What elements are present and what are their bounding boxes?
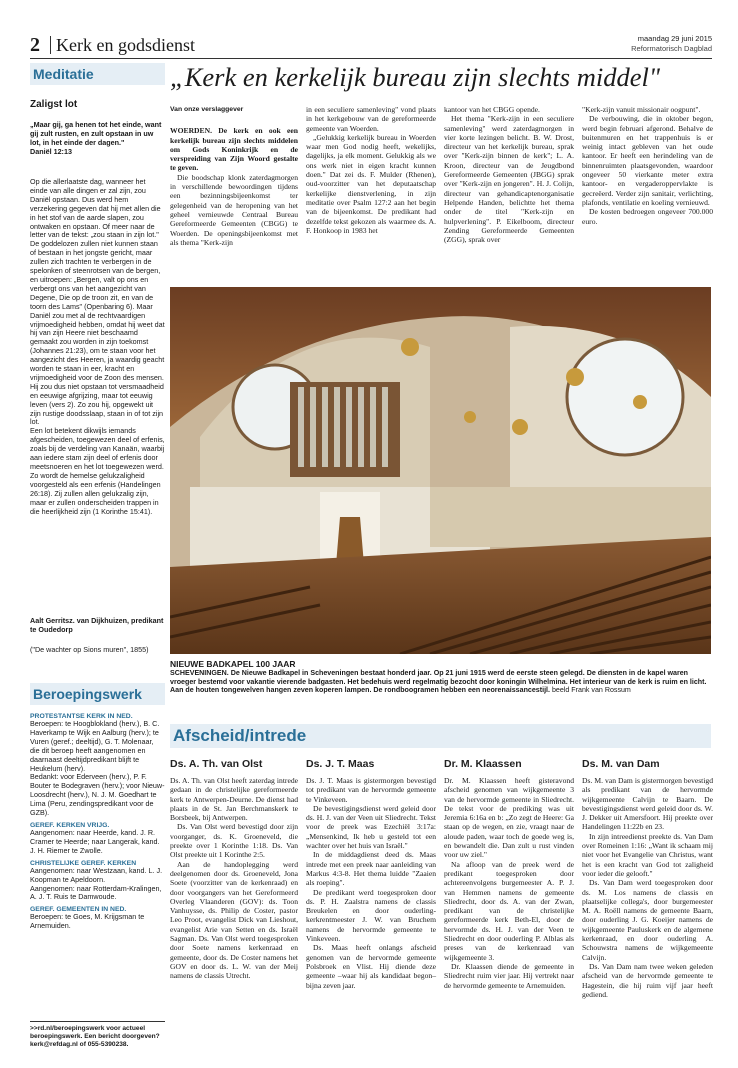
meditation-author: Aalt Gerritsz. van Dijkhuizen, predikant te Oudedorp <box>30 616 164 634</box>
afscheid-paragraph: Ds. Van Dam werd toegesproken door ds. M. Los namens de classis en plaatselijke collega's, door burgemeester M. A. Roëll namens de gemeente Baarn, door ouderling J. G. Koeijer namens de wijkgemeente Pauluskerk en de algemene kerkenraad, en door ouderling A. Schouwstra namens de wijkgemeente Calvijn. <box>582 878 713 962</box>
afscheid-paragraph: De bevestigingsdienst werd geleid door ds. H. J. van der Veen uit Sliedrecht. Tekst voor de preek was Ezechiël 3:17a: „Mensenkind, Ik heb u gesteld tot een wachter over het huis van Israël." <box>306 803 436 851</box>
afscheid-paragraph: Aan de handoplegging werd deelgenomen door ds. Groeneveld, Jona Soete (voorzitter van de kerkenraad) en door voorgangers van het Gereformeerd Overleg Vlaanderen (GOV): ds. Toon Vanhuysse, ds. Philip de Coster, pastor Leo Proot, evangelist Dick van Lieshout, evangelist Arie van Setten en ds. Israël Sagman. Ds. Van Olst werd toegesproken door Soete namens kerkenraad en gemeente, door ds. De Coster namens het GOV en door ds. L. W. van der Meij namens de classis Utrecht. <box>170 859 298 981</box>
article-paragraph: Het thema "Kerk-zijn in een seculiere samenleving" werd zaterdagmorgen in vier korte lezingen belicht. B. W. Drost, directeur van het kerkelijk bureau, sprak over "Kerk-zijn binnen de kerk"; L. A. Kroon, directeur van de Jeugdbond Gereformeerde Gemeenten (JBGG) sprak over "Kerk-zijn en jongeren". H. J. Colijn, directeur van gehandicaptenorganisatie Helpende Handen, belichtte het thema onder de titel "Kerk-zijn en hulpverlening". P. Eikelboom, directeur Zending Gereformeerde Gemeenten (ZGG), sprak over <box>444 114 574 245</box>
beroepingswerk-title: Beroepingswerk <box>33 686 142 702</box>
article-paragraph: Die boodschap klonk zaterdagmorgen in verschillende bewoordingen tijdens een bezinningsbijeenkomst ter gelegenheid van de heropening van het geheel vernieuwde Centraal Bureau Gereformeerde Gemeenten (CBGG) te Woerden. De openingsbijeenkomst met als thema "Kerk-zijn <box>170 172 298 247</box>
photo-title: NIEUWE BADKAPEL 100 JAAR <box>170 659 296 669</box>
beroep-group-head: CHRISTELIJKE GEREF. KERKEN <box>30 859 137 867</box>
afscheid-paragraph: Dr. Klaassen diende de gemeente in Sliedrecht ruim vier jaar. Hij vertrekt naar de hervormde gemeente te Arnemuiden. <box>444 961 574 990</box>
meditation-body <box>30 178 165 516</box>
photo-credit: beeld Frank van Rossum <box>551 686 631 695</box>
page-header <box>30 34 712 56</box>
meditation-paragraph: Op die allerlaatste dag, wanneer het einde van alle dingen er zal zijn, zou Daniël opstaan. Dus werd hem verzekering gegeven dat hij met allen die in het stof van de aarde slapen, zou ontwaken en opstaan. Of meer naar de letter van de tekst: „zou staan in zijn lot." De goddelozen zullen niet kunnen staan of bestaan in het jongste gericht, maar zullen zich trachten te verbergen in de spelonken of steenrotsen van de bergen, en uitroepen: „Bergen, valt op ons en verbergt ons van het aangezicht van Degene, Die op de troon zit, en van de toorn des Lams" (Openbaring 6). Maar Daniël zou met al de rechtvaardigen vrijmoedigheid hebben, omdat hij weet dat hij van zijn Heere niet beschaamd gemaakt zou worden in zijn toekomst (Johannes 21:23), om te staan voor het aangezicht des Heeren, ja waardig geacht worden te staan in eer, kracht en vrijmoedigheid voor de Zoon des mensen. Hij zou dus niet opstaan tot versmaadheid en eeuwige afgrijzing, maar tot eeuwig leven (vers 2). Zo zou hij, opgewekt uit zijn rustige doodsslaap, staan in of tot zijn lot. <box>30 177 165 427</box>
article-col-1 <box>170 105 298 247</box>
afscheid-paragraph: Ds. Van Dam nam twee weken geleden afscheid van de hervormde gemeente te Hagestein, die hij ruim vijf jaar heeft gediend. <box>582 961 713 999</box>
article-paragraph: „Gelukkig kerkelijk bureau in Woerden waar men God nodig heeft, wekelijks, dagelijks, ja elk moment. Gelukkig als we ons werk niet in eigen kracht kunnen doen." Dat zei ds. F. Mulder (Rhenen), oud-voorzitter van het deputaatschap kerkelijke dienstverlening, in zijn meditatie over Psalm 127:2 aan het begin van de bijeenkomst. De predikant had dezelfde tekst gekozen als waarmee ds. A. F. Honkoop in 1983 het <box>306 132 436 235</box>
minister-name: Ds. J. T. Maas <box>306 758 375 770</box>
article-paragraph: "Kerk-zijn vanuit missionair oogpunt". <box>582 105 701 114</box>
beroep-group-text: Aangenomen: naar Heerde, kand. J. R. Cramer te Heerde; naar Langerak, kand. J. H. Riemer te Zwolle. <box>30 827 160 855</box>
beroep-group <box>30 860 165 903</box>
beroep-group-head: GEREF. GEMEENTEN IN NED. <box>30 906 127 914</box>
minister-name: Dr. M. Klaassen <box>444 758 522 770</box>
church-interior-image <box>170 287 711 654</box>
beroepingswerk-list <box>30 713 165 935</box>
afscheid-col <box>170 758 298 981</box>
afscheid-paragraph: Ds. Van Olst werd bevestigd door zijn voorganger, ds. K. Groeneveld, die preekte over 1 Korinthe 1:18. Ds. Van Olst preekte uit 1 Korinthe 2:5. <box>170 822 298 860</box>
article-paragraph: in een seculiere samenleving" vond plaats in het kerkgebouw van de gereformeerde gemeente van Woerden. <box>306 105 436 133</box>
afscheid-paragraph: In zijn intreedienst preekte ds. Van Dam over Romeinen 1:16: „Want ik schaam mij niet voor het Evangelie van Christus, want het is een kracht van God tot zaligheid voor ieder die gelooft." <box>582 831 713 878</box>
afscheid-paragraph: De predikant werd toegesproken door ds. P. H. Zaalstra namens de classis Breukelen en door ouderling-kerkrentmeester J. W. van Bruchem namens de hervormde gemeente te Vinkeveen. <box>306 887 436 944</box>
afscheid-paragraph: Ds. J. T. Maas is gistermorgen bevestigd tot predikant van de hervormde gemeente te Vinkeveen. <box>306 776 436 804</box>
quote-ref: Daniël 12:13 <box>30 146 72 156</box>
article-col-4 <box>582 105 713 226</box>
article-paragraph: kantoor van het CBGG opende. <box>444 105 540 114</box>
beroep-group-head: PROTESTANTSE KERK IN NED. <box>30 713 133 720</box>
page-number: 2 <box>30 34 40 56</box>
footer-note[interactable]: >>rd.nl/beroepingswerk voor actueel beroepingswerk. Een bericht doorgeven? kerk@refdag.nl of 055-5390238. <box>30 1025 160 1048</box>
footer-rule <box>30 1021 165 1022</box>
beroep-group <box>30 906 165 931</box>
article-col-3 <box>444 105 574 244</box>
beroep-group-text: Aangenomen: naar Westzaan, kand. L. J. Koopman te Apeldoorn. Aangenomen: naar Rotterdam-Kralingen, A. J. T. Ruis te Damwoude. <box>30 865 163 902</box>
afscheid-paragraph: Ds. M. van Dam is gistermorgen bevestigd als predikant van de hervormde wijkgemeente Calvijn te Baarn. De bevestigingsdienst werd geleid door ds. W. J. Dekker uit Amersfoort. Hij preekte over Handelingen 11:22b en 23. <box>582 776 713 832</box>
afscheid-paragraph: Ds. A. Th. van Olst heeft zaterdag intrede gedaan in de christelijke gereformeerde kerk te Antwerpen-Deurne. De dienst had plaats in de St. Jan Berchmanskerk te Borsbeek, bij Antwerpen. <box>170 776 298 823</box>
header-paper: Reformatorisch Dagblad <box>631 44 712 53</box>
headline: „Kerk en kerkelijk bureau zijn slechts middel" <box>170 62 660 92</box>
afscheid-paragraph: In de middagdienst deed ds. Maas intrede met een preek naar aanleiding van Markus 4:3-8. Het thema luidde "Zaaien als roeping". <box>306 850 436 888</box>
afscheid-col <box>582 758 713 999</box>
meditatie-title: Meditatie <box>33 66 94 82</box>
minister-name: Ds. A. Th. van Olst <box>170 758 263 770</box>
meditation-paragraph: Een lot betekent dikwijls iemands afgescheiden, toegewezen deel of erfenis, zoals bij de verdeling van Kanaän, waarbij aan iedere stam zijn deel of erfenis door meetsnoeren en het lot toegewezen werd. Zo wordt de hemelse gelukzaligheid voorgesteld als een erfenis (Handelingen 26:18). Zij zullen allen gelukzalig zijn, maar er zullen onderscheiden trappen in die heerlijkheid zijn (1 Korinthe 15:41). <box>30 426 165 516</box>
header-rule <box>30 58 712 59</box>
byline: Van onze verslaggever <box>170 106 244 113</box>
zaligst-title: Zaligst lot <box>30 99 78 110</box>
afscheid-paragraph: Ds. Maas heeft onlangs afscheid genomen van de hervormde gemeente Polsbroek en Vlist. Hij diende deze gemeente –waar hij als kandidaat begon– bijna zeven jaar. <box>306 943 436 990</box>
photo-caption <box>170 660 711 695</box>
afscheid-col <box>306 758 436 990</box>
photo-caption-text: SCHEVENINGEN. De Nieuwe Badkapel in Scheveningen bestaat honderd jaar. Op 21 juni 1915 werd de eerste steen gelegd. De diensten in de kapel waren vroeger bestemd voor vakantie vierende badgasten. Het bedehuis werd regelmatig bezocht door koningin Wilhelmina. Het interieur van de kerk is ruim en licht. Aan de houten tongewelven hangen zeven koperen lampen. De rondboogramen hebben een neorenaissancestijl. <box>170 669 707 695</box>
article-lead: WOERDEN. De kerk en ook een kerkelijk bureau zijn slechts middelen om Gods Koninkrijk en de verspreiding van Zijn Woord gestalte te geven. <box>170 126 298 173</box>
quote-text: „Maar gij, ga henen tot het einde, want gij zult rusten, en zult opstaan in uw lot, in het einde der dagen." <box>30 120 162 147</box>
article-paragraph: De kosten bedroegen ongeveer 700.000 euro. <box>582 207 713 226</box>
beroep-group-text: Beroepen: te Goes, M. Krijgsman te Arnemuiden. <box>30 912 145 931</box>
beroep-group <box>30 822 165 856</box>
beroep-group-text: Beroepen: te Hoogblokland (herv.), B. C. Haverkamp te Wijk en Aalburg (herv.); te Vuren (geref.; deeltijd), G. T. Molenaar, die dit beroep heeft aangenomen en daarnaast deeltijdpredikant blijft te Heukelum (herv). Bedankt: voor Ederveen (herv.), P. F. Bouter te Bodegraven (herv.); voor Nieuw-Loosdrecht (herv.), N. J. M. Goedhart te Lima (Peru, zendingspredikant voor de GZB). <box>30 719 165 818</box>
article-paragraph: De verbouwing, die in oktober begon, werd begin februari afgerond. Behalve de buitenmuren en het trappenhuis is er weinig intact gebleven van het oude kantoor. Er heeft een herindeling van de binnenruimten plaatsgevonden, waardoor ongeveer 50 vierkante meter extra kantoor- en vergaderoppervlakte is gecreëerd. Verder zijn sanitair, verlichting, plafonds, ventilatie en koeling vernieuwd. <box>582 114 713 207</box>
header-date: maandag 29 juni 2015 <box>637 34 712 43</box>
afscheid-paragraph: Na afloop van de preek werd de predikant toegesproken door achtereenvolgens burgemeester A. P. J. van Hemmen namens de gemeente Sliedrecht, door ds. A. van der Zwan, predikant van de christelijke gereformeerde kerk Beth-El, door de hervormde ds. H. J. van der Veen te Sliedrecht en door ouderling P. Alblas als preses van de kerkenraad van wijkgemeente 3. <box>444 859 574 962</box>
section-title: Kerk en godsdienst <box>56 35 195 55</box>
meditation-source: ("De wachter op Sions muren", 1855) <box>30 645 149 654</box>
beroep-group <box>30 713 165 818</box>
afscheid-paragraph: Dr. M. Klaassen heeft gisteravond afscheid genomen van wijkgemeente 3 van de hervormde gemeente in Sliedrecht. De tekst voor de prediking was uit Jeremia 6:16a en b: „Zo zegt de Heere: Ga staan op de wegen, en zie, vraagt naar de aloude paden, waar toch de goede weg is, en bewandelt die. Dan zult u rust vinden voor uw ziel." <box>444 776 574 860</box>
afscheid-title: Afscheid/intrede <box>173 726 307 745</box>
header-divider <box>50 36 51 54</box>
meditation-quote <box>30 121 165 157</box>
church-photo <box>170 287 711 654</box>
beroep-group-head: GEREF. KERKEN VRIJG. <box>30 821 110 829</box>
sidebar <box>30 63 165 1053</box>
article-col-2 <box>306 105 436 235</box>
minister-name: Ds. M. van Dam <box>582 758 660 770</box>
afscheid-col <box>444 758 574 990</box>
